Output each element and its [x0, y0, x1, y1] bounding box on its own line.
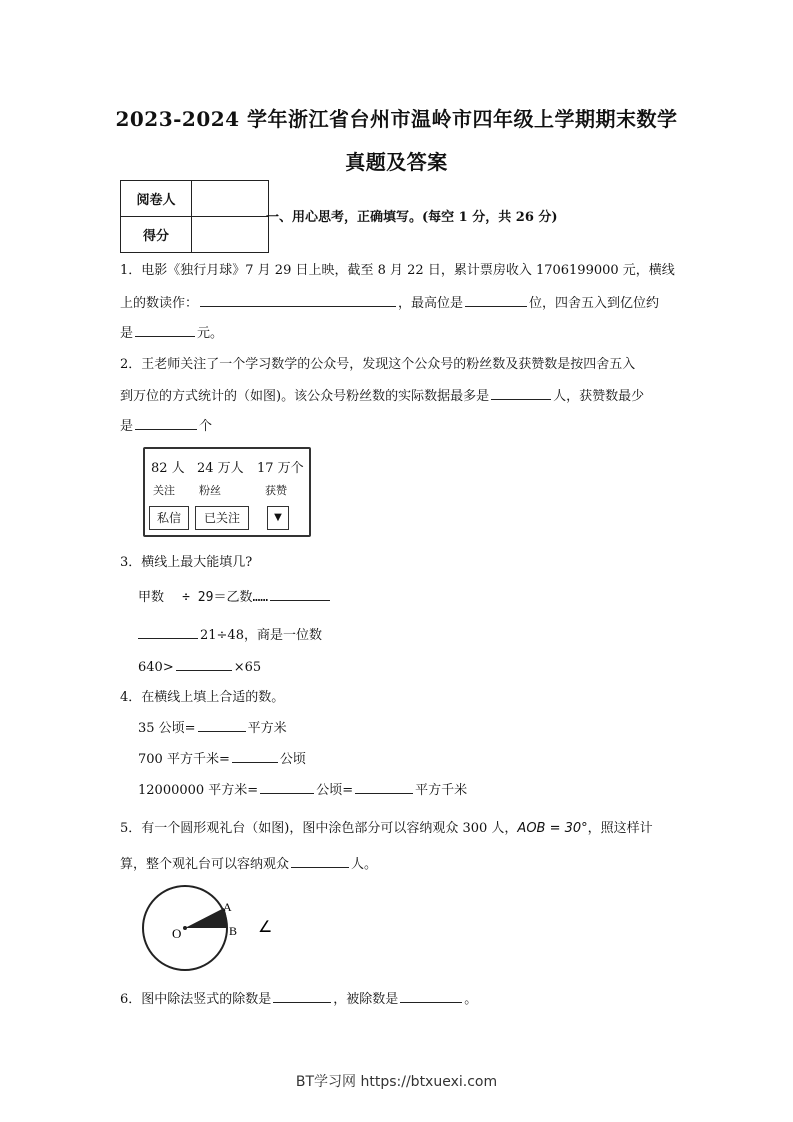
q4-blank-1[interactable]: [198, 717, 246, 732]
q3-text-b: ÷ 29＝乙数……: [182, 590, 269, 605]
q1-text-d: 是: [120, 326, 134, 341]
q3-line2: [138, 624, 698, 643]
q2-line3: [120, 415, 680, 434]
score-cell: [192, 217, 269, 253]
likes-count: 17 万个: [257, 461, 304, 476]
score-label: 得分: [121, 217, 192, 253]
q2-text-a: 到万位的方式统计的（如图)。该公众号粉丝数的实际数据最多是: [120, 389, 490, 404]
q3-blank-factor[interactable]: [176, 656, 232, 671]
q3-text-c: 21÷48，商是一位数: [200, 628, 322, 643]
q4-line3: [138, 779, 698, 798]
q4-line1: [138, 717, 698, 736]
q5-text-b: ，照这样计: [587, 821, 653, 836]
document-title-line2: 真题及答案: [345, 150, 448, 174]
center-point: [183, 926, 187, 930]
q1-line2: [120, 292, 680, 311]
q5-line1: [120, 817, 680, 836]
q4-blank-3[interactable]: [260, 779, 314, 794]
q4-blank-2[interactable]: [232, 748, 278, 763]
likes-label: 获赞: [265, 484, 287, 497]
reviewer-cell: [192, 181, 269, 217]
following-label: 关注: [153, 484, 175, 497]
q6-text-b: ，被除数是: [333, 992, 399, 1007]
q1-line3: [120, 322, 680, 341]
q2-text-c: 是: [120, 419, 134, 434]
q6-text-a: 6．图中除法竖式的除数是: [120, 992, 272, 1007]
q2-blank-fans-max[interactable]: [491, 385, 551, 400]
q1-blank-highest-place[interactable]: [465, 292, 527, 307]
q4-text-b: 平方米: [247, 721, 287, 736]
q4-line2: [138, 748, 698, 767]
q5-text-a: 5．有一个圆形观礼台（如图)，图中涂色部分可以容纳观众 300 人，: [120, 821, 518, 836]
q3-blank-dividend[interactable]: [138, 624, 198, 639]
q3-line1: [138, 586, 698, 605]
q1-text-a: 上的数读作：: [120, 296, 199, 311]
q2-line2: [120, 385, 680, 404]
q5-line2: [120, 853, 680, 872]
q4-text-e: 12000000 平方米=: [138, 783, 259, 798]
q6-line1: [120, 988, 680, 1007]
shaded-sector: [185, 908, 227, 928]
section1-heading: 一、用心思考，正确填写。(每空 1 分，共 26 分): [266, 210, 558, 225]
q3-text-d: 640>: [138, 660, 174, 675]
label-o: O: [172, 926, 182, 941]
document-title-line1: 2023-2024 学年浙江省台州市温岭市四年级上学期期末数学: [115, 107, 678, 131]
q5-text-d: 人。: [351, 857, 378, 872]
q1-text-e: 元。: [197, 326, 224, 341]
q2-text-b: 人，获赞数最少: [553, 389, 645, 404]
reviewer-label: 阅卷人: [121, 181, 192, 217]
q1-line1: 1．电影《独行月球》7 月 29 日上映，截至 8 月 22 日，累计票房收入 1706199000 元，横线: [120, 263, 675, 278]
q3-heading: 3．横线上最大能填几?: [120, 555, 253, 570]
q1-blank-rounded[interactable]: [135, 322, 195, 337]
q3-blank-remainder[interactable]: [270, 586, 330, 601]
q6-text-c: 。: [464, 992, 478, 1007]
q4-text-a: 35 公顷=: [138, 721, 196, 736]
q2-line1: 2．王老师关注了一个学习数学的公众号，发现这个公众号的粉丝数及获赞数是按四舍五入: [120, 357, 636, 372]
q3-line3: [138, 656, 698, 675]
fans-label: 粉丝: [199, 484, 221, 497]
circle-stand-figure: [136, 880, 286, 976]
dropdown-icon: ▼: [267, 506, 289, 530]
q6-blank-divisor[interactable]: [273, 988, 331, 1003]
footer-watermark: BT学习网 https://btxuexi.com: [295, 1074, 498, 1090]
followed-button: 已关注: [195, 506, 249, 530]
q4-text-g: 平方千米: [415, 783, 468, 798]
following-count: 82 人: [151, 461, 185, 476]
q5-text-c: 算，整个观礼台可以容纳观众: [120, 857, 290, 872]
q1-blank-reading[interactable]: [200, 292, 396, 307]
angle-icon: ∠: [258, 917, 273, 936]
q1-text-b: ，最高位是: [398, 296, 464, 311]
q4-text-f: 公顷=: [316, 783, 354, 798]
fans-count: 24 万人: [197, 461, 244, 476]
score-table: [120, 180, 269, 253]
wechat-profile-figure: [143, 447, 311, 537]
q1-text-c: 位，四舍五入到亿位约: [529, 296, 660, 311]
label-b: B: [229, 924, 238, 938]
q3-text-a: 甲数: [138, 590, 165, 605]
q3-text-e: ×65: [233, 660, 262, 675]
message-button: 私信: [149, 506, 189, 530]
q4-blank-4[interactable]: [355, 779, 413, 794]
q4-text-d: 公顷: [279, 752, 306, 767]
q6-blank-dividend[interactable]: [400, 988, 462, 1003]
q4-heading: 4．在横线上填上合适的数。: [120, 690, 285, 705]
q2-blank-likes-min[interactable]: [135, 415, 197, 430]
q5-blank-capacity[interactable]: [291, 853, 349, 868]
q4-text-c: 700 平方千米=: [138, 752, 230, 767]
label-a: A: [223, 900, 232, 914]
q2-text-d: 个: [199, 419, 213, 434]
q5-angle-expression: AOB = 30°: [517, 821, 588, 836]
